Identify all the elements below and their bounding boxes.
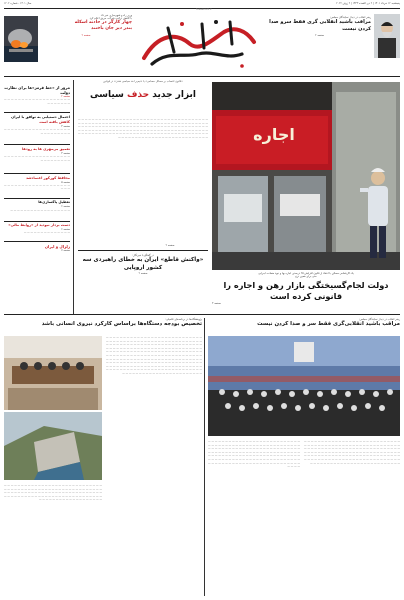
- body-text: — — — — — — — — — — — — — —: [23, 231, 70, 235]
- fire-photo: [4, 16, 38, 62]
- teaser-line-1: وزیر راه و شهرسازی خبر داد: [100, 14, 132, 17]
- masthead-divider: [4, 76, 400, 77]
- left-item-5-page: صفحه ۵: [61, 180, 70, 184]
- body-text: — — — — — — — — — — — — — — — — — — — — — — — — — —: [4, 98, 70, 105]
- center-body: — — — — — — — — — — — — — — — — — — — — — — — — — — — — — — — — — — — — — — — — — — — — — — — — — — — — — — — — — — — — — — — — — — — — — — — — — — — — — — — — — — — — — — — — — — — — — — — — — — — — — — — — — — — — — — — — — — — — — — — — — — — — — — — — — — — — — — — — — — — — — — — — — — — — — — — — — — — — — — — — — — — — — — — — — — — — — — — — — — — — — — — — — — — — — — — — — — — — — — — — — — — — — — — — — — — — — — — — —: [78, 118, 208, 139]
- center-headline: [78, 89, 208, 101]
- left-item-4[interactable]: تعمیق بی‌مهری ها به رودها: [22, 146, 70, 151]
- left-item-3[interactable]: کاهش بافته است: [39, 120, 70, 124]
- left-item-2[interactable]: احتمال دستیابی به توافق با ایران: [11, 115, 70, 119]
- photo-caption-2: حتی برای همین نرخ: [295, 275, 317, 279]
- left-item-7-page: صفحه ۶: [61, 228, 70, 232]
- left-column: [4, 80, 70, 315]
- main-photo: [212, 82, 400, 270]
- date-line: پنجشنبه ۱۲ خرداد ۱۴۰۱ | ۲ ذی القعده ۱۴۴۳ | ۲ ژوئن ۲۰۲۲: [336, 2, 400, 5]
- logo-text: [138, 66, 262, 70]
- right-teaser-box[interactable]: [268, 10, 400, 74]
- page-ref: صفحه ۲: [81, 33, 91, 37]
- body-text: — — — — — — — — — — — — — — — — — — — — — — — — — — — —: [4, 155, 70, 162]
- center-page-ref: صفحه ۲: [165, 244, 175, 247]
- br-body-2: — — — — — — — — — — — — — — — — — — — — — — — — — — — — — — — — — — — — — — — — — — — — — — — — — — — — — — — — — — — — — — — — — — — — — — — — — — — — — — — — — — — — — — — — — — — — — — — — — — — — — — — — — — — — — — — — — — — — — — — — — — — — — — — — — — — — — — — — — — — — — — — — — — — — — — — — — — — — — — — — — — — — — — — — — — — — — — — — — — — — — — — — — — — — — — — — — — —: [304, 440, 400, 465]
- bl-body-2: — — — — — — — — — — — — — — — — — — — — — — — — — — — — — — — — — — — — — — — — — — — — — — — — — — — — — — — — — — — — — — — — — — — — — — — — — — — — — — — — — — — — — — — — — — — — — — — — — — — — — — — — — — — — — — — — — — — — — — — — — — — — — — — — — — — — — — —: [4, 484, 102, 502]
- assembly-photo: [208, 336, 400, 436]
- br-headline: مراقب باشید انقلابی‌گری فقط سر و صدا کردن نیست: [257, 321, 400, 328]
- body-text: — — — — — — — — — — — — — — — — — —: [10, 208, 70, 212]
- left-item-3-page: صفحه ۳: [61, 125, 70, 128]
- right-headline: مراقب باشید انقلابی گری فقط سرو صدا کردن نیست: [269, 19, 371, 32]
- left-item-4-page: صفحه ۳: [61, 151, 70, 155]
- left-item-6[interactable]: تعطیل پاکسازی‌ها: [38, 200, 70, 205]
- body-text: — — — — — — — — — — — — — — — — — — — — — — — — — — — —: [4, 128, 70, 135]
- date-bar: [4, 2, 400, 7]
- left-item-8-page: صفحه ۷: [61, 248, 70, 252]
- photo-caption: یک کارشناس مسکن با انتقاد از قانون افزایش ۲۵ درصدی اجاره بها و نبود ضمانت اجرایی: [258, 272, 354, 275]
- site-url: toseeirani.ir: [196, 8, 212, 11]
- teaser-headline-1: چهار کارگر در حادثه اسکله: [74, 20, 132, 26]
- left-item-5[interactable]: محافظ کورکور اعتمادشد: [25, 175, 70, 180]
- left-item-1[interactable]: مرور از «خط قرمز»ها برای نظارت دولت: [4, 85, 70, 96]
- divider: [78, 250, 208, 251]
- issue-meta: سال ۱۴۰۱ - شماره ۱۲۰۲: [4, 2, 32, 5]
- body-text: — — — — — — — — — — — — — — — — — — — — — —: [4, 183, 70, 191]
- page-ref: صفحه ۲: [315, 34, 324, 38]
- mid-story[interactable]: [78, 254, 208, 275]
- bl-body: — — — — — — — — — — — — — — — — — — — — — — — — — — — — — — — — — — — — — — — — — — — — — — — — — — — — — — — — — — — — — — — — — — — — — — — — — — — — — — — — — — — — — — — — — — — — — — — — — — — — — — — — — — — — — — — — — — — — — — — — — — — — — — — — — — — — — — — — — — — — — — — — — — — — — — — — — — — — — — — — — — — — — — — — — — — — — — — — — — — — — — — — — — — — — — — — — — — — — — — — — — — — — — — — — — — — — — — — — — — — — — — — — — — — — — — — — — — — — — — — — — — — — — — — — — — — — — — — — — — — — — — — — — — — — — — — — — — — — — — — — — — — — — — — — — — — — — — — — — — — — — — —: [106, 336, 202, 375]
- left-teaser-box[interactable]: [4, 10, 132, 74]
- right-teaser-text: [268, 16, 371, 37]
- bl-kicker: پژوهشگاه‌ها در برنامه‌های تکمیلی:: [165, 318, 202, 321]
- masthead-logo: [138, 14, 262, 74]
- left-item-6-page: صفحه ۶: [61, 205, 70, 209]
- mid-page-ref: صفحه ۲: [138, 272, 148, 276]
- bottom-left-story[interactable]: [4, 318, 202, 328]
- shop-sign: اجاره: [253, 125, 295, 144]
- center-headline-red: حذف: [127, 90, 150, 101]
- main-headline: دولت لجام‌گسیختگی بازار رهن و اجاره را قانونی کرده است: [223, 280, 389, 301]
- bl-headline: تخصیص بودجه دستگاه‌ها براساس کارکرد نیروی انسانی باشد: [41, 321, 202, 328]
- column-divider: [204, 318, 205, 596]
- left-teaser-text: [40, 14, 132, 37]
- br-kicker: رهبر انقلاب در دیدار نمایندگان مجلس:: [358, 318, 400, 321]
- leader-photo: [374, 14, 400, 58]
- dam-photo: [4, 412, 102, 480]
- meeting-photo: [4, 336, 102, 410]
- teaser-headline-2: بندر دیر جان باختند: [91, 26, 132, 31]
- center-headline-plain: ابزار جدید: [152, 90, 197, 101]
- right-kicker: رهبر انقلاب در دیدار نمایندگان مجلس:: [329, 16, 371, 19]
- section-divider: [4, 314, 400, 315]
- main-page-ref: صفحه ۳: [212, 301, 221, 305]
- left-item-1-page: صفحه ۲: [61, 95, 70, 99]
- left-item-7[interactable]: دست بردار نبودید از «روابط مالی»: [8, 223, 70, 228]
- column-divider: [73, 80, 74, 315]
- mid-kicker: در گفتگو با خبرنگار:: [132, 254, 154, 257]
- br-body-1: — — — — — — — — — — — — — — — — — — — — — — — — — — — — — — — — — — — — — — — — — — — — — — — — — — — — — — — — — — — — — — — — — — — — — — — — — — — — — — — — — — — — — — — — — — — — — — — — — — — — — — — — — — — — — — — — — — — — — — — — — — — — — — — — — — — — — — — — — — — — — — — — — — — — — — — — — — — — — — — — — — — — — — — — — — — — — — — — — — — — — — — — — — — — — — — — —: [208, 440, 300, 469]
- mid-headline: «واکنش قاطع» ایران به خطای راهبردی سه کشور اروپایی: [82, 257, 204, 271]
- main-story[interactable]: [212, 272, 400, 305]
- bottom-right-story[interactable]: [208, 318, 400, 328]
- center-kicker: «قانون انتصاب بر مسائل حساس» یا «نیم‌بر اخذ سیاسی شدن» در قوانین: [103, 80, 183, 83]
- center-headline-end: سیاسی: [89, 90, 124, 101]
- teaser-line-2: با کاهش ترکیب شرکت حریق اعلام کرد: [89, 17, 132, 21]
- left-item-8[interactable]: زلزال و ایران: [44, 243, 70, 249]
- logo-calligraphy: [138, 14, 262, 74]
